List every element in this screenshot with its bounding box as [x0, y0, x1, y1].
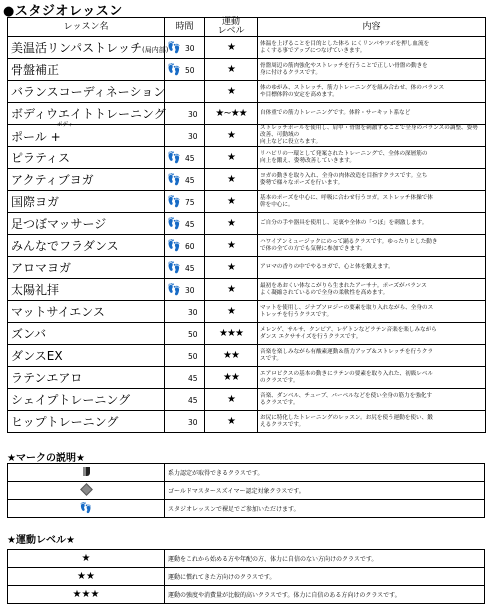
table-row	[8, 235, 486, 257]
lesson-description	[258, 235, 486, 257]
lesson-level-stars: ★	[205, 37, 258, 59]
lesson-name	[8, 279, 165, 301]
lesson-description-line: で体の全ての方でも気軽に参加できます。	[260, 245, 366, 252]
table-row	[8, 37, 486, 59]
lesson-description-line: アロマの香りの中でやるヨガで、心と体を鍛えます。	[260, 264, 394, 270]
lesson-description-line: お尻に特化したトレーニングのレッスン。お尻を使う運動を使い、鍛	[260, 414, 433, 421]
lesson-name	[8, 301, 165, 323]
lesson-time	[165, 81, 205, 103]
lesson-time	[165, 345, 205, 367]
lesson-name	[8, 235, 165, 257]
lesson-minutes: 45	[188, 374, 198, 383]
lesson-level-stars: ★★	[205, 367, 258, 389]
footprint-icon: 👣	[167, 283, 178, 296]
lesson-description-line: ハワイアンミュージックにのって踊るクラスです。ゆったりとした動き	[260, 238, 438, 245]
level-text: 運動に慣れてきた方向けのクラスです。	[165, 568, 485, 586]
lesson-description	[258, 301, 486, 323]
lesson-level-stars: ★	[205, 213, 258, 235]
lesson-description-line: 体温を上げることを目的とした体ろ にくリンパやツボを押し血流を	[260, 40, 430, 47]
footprint-icon: 👣	[167, 173, 178, 186]
mark-legend-table	[7, 463, 485, 518]
table-row	[8, 81, 486, 103]
lesson-level-stars: ★	[205, 59, 258, 81]
table-row	[8, 169, 486, 191]
lesson-name-suffix: (局内部)	[142, 46, 169, 54]
lesson-level-stars: ★	[205, 235, 258, 257]
lesson-name-text: 骨盤補正	[11, 63, 60, 77]
lesson-description-line: よくする事でアップにつなげていきます。	[260, 47, 366, 54]
lesson-level-stars: ★	[205, 169, 258, 191]
lesson-level-stars: ★	[205, 81, 258, 103]
lesson-description-line: ヨガの動きを取り入れ、全身の肉体改造を目指すクラスです。立ち	[260, 172, 428, 179]
table-row	[8, 103, 486, 125]
lesson-name-text: ヒップトレーニング	[11, 415, 119, 429]
lesson-level-stars: ★	[205, 411, 258, 433]
lesson-description-line: えるクラスです。	[260, 421, 305, 428]
legend-text: スタジオレッスンで裸足でご参加いただけます。	[165, 500, 485, 518]
lesson-description-line: 向上を鍛え、姿勢改善していきます。	[260, 157, 355, 164]
lesson-description-line: 自体重での筋力トレーニングです。体幹・サーキット系など	[260, 110, 411, 116]
lesson-time	[165, 59, 205, 81]
table-row	[8, 191, 486, 213]
lesson-name-text: ズンバ	[11, 327, 47, 341]
lesson-minutes: 45	[185, 264, 195, 273]
header-desc: 内容	[258, 18, 486, 37]
legend-text: ゴールドマスタースズイマー認定対象クラスです。	[165, 482, 485, 500]
lesson-description	[258, 257, 486, 279]
lesson-minutes: 30	[185, 44, 195, 53]
lesson-description-line: ご自分の手や器具を使用し、足裏や全体の「つぼ」を刺激します。	[260, 220, 428, 226]
lesson-description-line: るクラスです。	[260, 399, 299, 406]
lesson-description-line: ダンス エクササイズを行うクラスです。	[260, 333, 362, 340]
lesson-name	[8, 122, 165, 147]
lesson-minutes: 50	[188, 330, 198, 339]
lesson-description	[258, 169, 486, 191]
lesson-level-stars: ★	[205, 301, 258, 323]
lesson-time	[165, 257, 205, 279]
lesson-time	[165, 323, 205, 345]
table-row	[8, 367, 486, 389]
lesson-name-text: アロマヨガ	[11, 261, 72, 275]
lesson-description-line: 基本のポーズを中心に、呼吸に合わせ行うヨガ。ストレッチ体操で体	[260, 194, 433, 201]
footprint-icon: 👣	[167, 151, 178, 164]
level-stars: ★	[8, 550, 165, 568]
lesson-minutes: 30	[188, 418, 198, 427]
lesson-description	[258, 213, 486, 235]
lesson-minutes: 60	[185, 242, 195, 251]
lesson-description-line: 向上などに役立ちます。	[260, 139, 322, 145]
lesson-level-stars: ★	[205, 389, 258, 411]
mark-section-title: ★マークの説明★	[7, 453, 85, 464]
lesson-name-text: みんなでフラダンス	[11, 239, 119, 253]
lesson-minutes: 45	[185, 154, 195, 163]
lesson-description	[258, 147, 486, 169]
footprint-icon: 👣	[167, 261, 178, 274]
lesson-description-line: や目標体幹の安定を高めます。	[260, 91, 338, 98]
table-row	[8, 59, 486, 81]
lesson-description-line: のクラスです。	[260, 377, 299, 384]
level-row	[8, 568, 485, 586]
lesson-time	[165, 125, 205, 147]
lesson-name	[8, 59, 165, 81]
lesson-name	[8, 367, 165, 389]
lesson-description-line: スです。	[260, 355, 282, 362]
lesson-level-stars: ★	[205, 257, 258, 279]
lesson-level-stars: ★★★	[205, 323, 258, 345]
lesson-time	[165, 103, 205, 125]
lesson-description-line: トレッチを行うクラスです。	[260, 311, 333, 318]
table-row	[8, 323, 486, 345]
page-title: ●スタジオレッスン	[3, 4, 123, 19]
level-legend-table	[7, 549, 485, 604]
legend-row	[8, 500, 485, 518]
legend-text: 系力認定が取得できるクラスです。	[165, 464, 485, 482]
lesson-minutes: 50	[185, 66, 195, 75]
lesson-name-text: 国際ヨガ	[11, 195, 60, 209]
lesson-description	[258, 103, 486, 125]
lesson-description	[258, 411, 486, 433]
lesson-time	[165, 169, 205, 191]
table-row	[8, 147, 486, 169]
lesson-name-text: 足つぼマッサージ	[11, 217, 107, 231]
lesson-description-line: メレンゲ、サルサ、クンビア、レゲトンなどラテン音楽を楽しみながら	[260, 326, 437, 333]
lesson-description	[258, 125, 486, 147]
lesson-name	[8, 147, 165, 169]
header-level: 運動 レベル	[205, 18, 258, 37]
lesson-time	[165, 389, 205, 411]
lesson-level-stars: ★	[205, 191, 258, 213]
lesson-description-line: 最初をあおくい体なこがりら生まれたアーサナ。ポーズがバランス	[260, 282, 427, 289]
lesson-level-stars: ★~★★	[205, 103, 258, 125]
lesson-minutes: 75	[185, 198, 195, 207]
legend-row	[8, 482, 485, 500]
level-stars: ★★★	[8, 586, 165, 604]
footprint-icon: 👣	[167, 195, 178, 208]
table-row	[8, 411, 486, 433]
lesson-description-line: ストレッチポールを使用し、肩甲・骨盤を刺激することで全身のバランスの調整、姿勢改善、可動域の	[260, 125, 478, 138]
level-section-title: ★運動レベル★	[7, 535, 75, 546]
lesson-name	[8, 411, 165, 433]
header-name: レッスン名	[8, 18, 165, 37]
lesson-minutes: 50	[188, 352, 198, 361]
lesson-name-text: ピラティス	[11, 151, 71, 165]
table-row	[8, 301, 486, 323]
lesson-description	[258, 345, 486, 367]
lesson-name	[8, 257, 165, 279]
lesson-name	[8, 389, 165, 411]
lesson-name	[8, 213, 165, 235]
lesson-time	[165, 213, 205, 235]
lesson-name-note: ポディ	[57, 122, 74, 128]
beginner-mark-icon	[8, 464, 165, 482]
lesson-description	[258, 323, 486, 345]
lesson-table	[7, 17, 486, 433]
lesson-name-text: バランスコーディネーション	[11, 85, 166, 99]
footprint-icon: 👣	[8, 500, 165, 518]
lesson-description	[258, 59, 486, 81]
table-row	[8, 213, 486, 235]
table-row	[8, 125, 486, 147]
lesson-level-stars: ★	[205, 147, 258, 169]
lesson-name	[8, 191, 165, 213]
table-row	[8, 389, 486, 411]
lesson-name	[8, 103, 165, 125]
lesson-description	[258, 279, 486, 301]
footprint-icon: 👣	[167, 41, 178, 54]
lesson-description-line: エアロビクスの基本の動きにラテンの要素を取り入れた、初級レベル	[260, 370, 434, 377]
lesson-minutes: 45	[185, 220, 195, 229]
footprint-icon: 👣	[167, 239, 178, 252]
lesson-name	[8, 81, 165, 103]
lesson-level-stars: ★	[205, 125, 258, 147]
lesson-name-text: ポール +	[11, 130, 61, 144]
lesson-description	[258, 389, 486, 411]
lesson-level-stars: ★	[205, 279, 258, 301]
header-time: 時間	[165, 18, 205, 37]
lesson-name-text: 美温活リンパストレッチ	[11, 41, 143, 55]
lesson-description-line: リハビリの一環として発案されたトレーニングで、全体の深層筋の	[260, 150, 428, 157]
legend-row	[8, 464, 485, 482]
lesson-name	[8, 345, 165, 367]
lesson-description-line: 体のゆがみ、ストレッチ、筋力トレーニングを組み合わせ、体のバランス	[260, 84, 445, 91]
level-row	[8, 586, 485, 604]
level-text: 運動をこれから始める方や年配の方、体力に自信のない方向けのクラスです。	[165, 550, 485, 568]
lesson-name-text: シェイプトレーニング	[11, 393, 131, 407]
lesson-name-text: マットサイエンス	[11, 305, 105, 319]
lesson-description	[258, 191, 486, 213]
lesson-name-text: ダンスEX	[11, 349, 63, 363]
lesson-level-stars: ★★	[205, 345, 258, 367]
lesson-minutes: 45	[185, 176, 195, 185]
lesson-time	[165, 279, 205, 301]
lesson-description-line: 身に付けるクラスです。	[260, 69, 321, 76]
lesson-minutes: 30	[188, 132, 198, 141]
level-stars: ★★	[8, 568, 165, 586]
lesson-name-text: ボディウエイトトレーニング	[11, 107, 166, 121]
footprint-icon: 👣	[167, 217, 178, 230]
level-text: 運動の強度や消費量が比較的高いクラスです。体力に自信のある方向けのクラスです。	[165, 586, 485, 604]
lesson-time	[165, 235, 205, 257]
lesson-name-text: 太陽礼拝	[11, 283, 60, 297]
lesson-description	[258, 367, 486, 389]
footprint-icon: 👣	[167, 63, 178, 76]
lesson-description	[258, 37, 486, 59]
lesson-name-text: アクティブヨガ	[11, 173, 94, 187]
table-row	[8, 279, 486, 301]
lesson-name	[8, 323, 165, 345]
table-header-row	[8, 18, 486, 37]
lesson-description-line: 幹を中心に。	[260, 201, 294, 208]
lesson-name	[8, 37, 169, 59]
diamond-icon	[8, 482, 165, 500]
table-row	[8, 257, 486, 279]
lesson-time	[165, 191, 205, 213]
lesson-name	[8, 169, 165, 191]
lesson-description	[258, 81, 486, 103]
lesson-minutes: 30	[185, 286, 195, 295]
lesson-minutes: 30	[188, 110, 198, 119]
lesson-description-line: 音楽を楽しみながら有酸素運動＆筋力アップ＆ストレッチを行うクラ	[260, 348, 433, 355]
lesson-description-line: 骨盤周辺の筋肉強化やストレッチを行うことで正しい骨盤の動きを	[260, 62, 428, 69]
lesson-minutes: 45	[188, 396, 198, 405]
lesson-time	[165, 37, 205, 59]
lesson-minutes: 30	[188, 308, 198, 317]
lesson-time	[165, 147, 205, 169]
lesson-time	[165, 367, 205, 389]
lesson-name-text: ラテンエアロ	[11, 371, 83, 385]
lesson-description-line: よく凝縮されているので全身の柔軟性を高めます。	[260, 289, 389, 296]
lesson-description-line: マットを使用し、ジナプソロジーの要素を取り入れながら、全身のス	[260, 304, 434, 311]
lesson-description-line: 姿勢で様々なポーズを行います。	[260, 179, 344, 186]
lesson-time	[165, 411, 205, 433]
level-row	[8, 550, 485, 568]
lesson-time	[165, 301, 205, 323]
lesson-description-line: 音楽、ダンベル、チューブ、バーベルなどを使い全身の筋力を強化す	[260, 392, 433, 399]
table-row	[8, 345, 486, 367]
